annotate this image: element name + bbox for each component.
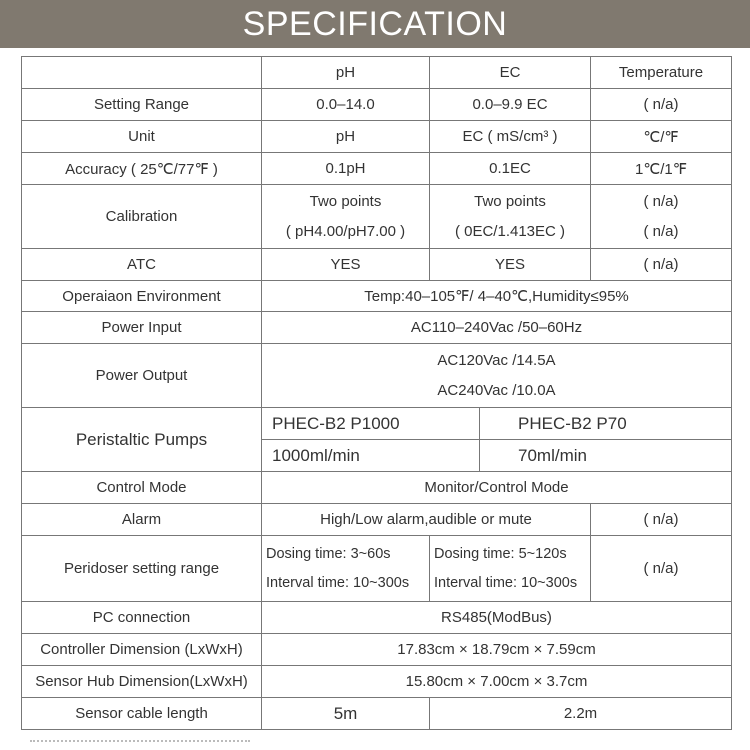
row-control-mode [22, 472, 732, 504]
setting-range-label: Setting Range [22, 89, 262, 121]
row-peridoser [22, 536, 732, 602]
calibration-temp [591, 185, 732, 249]
atc-label: ATC [22, 249, 262, 281]
accuracy-ec: 0.1EC [430, 153, 591, 185]
row-setting-range [22, 89, 732, 121]
header-ph: pH [262, 57, 430, 89]
power-input-value: AC110–240Vac /50–60Hz [262, 312, 732, 344]
peridoser-a-dosing: Dosing time: 3~60s [266, 545, 391, 562]
atc-ec: YES [430, 249, 591, 281]
peristaltic-pumps-label: Peristaltic Pumps [22, 408, 262, 472]
header-empty-cell [22, 57, 262, 89]
alarm-label: Alarm [22, 504, 262, 536]
peridoser-label: Peridoser setting range [22, 536, 262, 602]
row-atc [22, 249, 732, 281]
setting-range-temp: ( n/a) [591, 89, 732, 121]
sensor-hub-dimension-value: 15.80cm × 7.00cm × 3.7cm [262, 666, 732, 698]
calibration-ph-line2: ( pH4.00/pH7.00 ) [285, 222, 406, 240]
peridoser-temp: ( n/a) [591, 536, 732, 602]
atc-ph: YES [262, 249, 430, 281]
specification-table [21, 56, 732, 730]
power-output-line1: AC120Vac /14.5A [437, 351, 556, 369]
power-input-label: Power Input [22, 312, 262, 344]
row-sensor-hub-dimension [22, 666, 732, 698]
calibration-ec-line2: ( 0EC/1.413EC ) [454, 222, 566, 240]
calibration-temp-line1: ( n/a) [643, 192, 679, 210]
pump-flow-1: 1000ml/min [262, 440, 480, 472]
row-sensor-cable-length [22, 698, 732, 730]
row-power-output [22, 344, 732, 408]
header-row [22, 57, 732, 89]
setting-range-ph: 0.0–14.0 [262, 89, 430, 121]
peridoser-a [262, 536, 430, 602]
peridoser-a-interval: Interval time: 10~300s [266, 574, 410, 591]
accuracy-ph: 0.1pH [262, 153, 430, 185]
footer-divider [30, 740, 250, 744]
row-alarm [22, 504, 732, 536]
atc-temp: ( n/a) [591, 249, 732, 281]
power-output-label: Power Output [22, 344, 262, 408]
peridoser-b-dosing: Dosing time: 5~120s [434, 545, 567, 562]
operation-environment-value: Temp:40–105℉/ 4–40℃,Humidity≤95% [262, 281, 732, 312]
calibration-ec [430, 185, 591, 249]
row-calibration [22, 185, 732, 249]
calibration-ph [262, 185, 430, 249]
row-power-input [22, 312, 732, 344]
accuracy-temp: 1℃/1℉ [591, 153, 732, 185]
power-output-line2: AC240Vac /10.0A [437, 381, 556, 399]
header-ec: EC [430, 57, 591, 89]
control-mode-value: Monitor/Control Mode [262, 472, 732, 504]
calibration-label: Calibration [22, 185, 262, 249]
row-accuracy [22, 153, 732, 185]
pc-connection-value: RS485(ModBus) [262, 602, 732, 634]
peridoser-b [430, 536, 591, 602]
unit-temp: ℃/℉ [591, 121, 732, 153]
row-pc-connection [22, 602, 732, 634]
calibration-temp-line2: ( n/a) [643, 222, 679, 240]
specification-banner [0, 0, 750, 48]
power-output-value [262, 344, 732, 408]
pump-model-1: PHEC-B2 P1000 [262, 408, 480, 440]
unit-ec: EC ( mS/cm³ ) [430, 121, 591, 153]
row-peristaltic-pumps [22, 408, 732, 440]
setting-range-ec: 0.0–9.9 EC [430, 89, 591, 121]
calibration-ec-line1: Two points [474, 192, 546, 210]
header-temperature: Temperature [591, 57, 732, 89]
sensor-hub-dimension-label: Sensor Hub Dimension(LxWxH) [22, 666, 262, 698]
sensor-cable-value-1: 5m [262, 698, 430, 730]
pump-flow-2: 70ml/min [480, 440, 732, 472]
banner-title: SPECIFICATION [242, 5, 508, 43]
operation-environment-label: Operaiaon Environment [22, 281, 262, 312]
unit-ph: pH [262, 121, 430, 153]
controller-dimension-label: Controller Dimension (LxWxH) [22, 634, 262, 666]
alarm-temp: ( n/a) [591, 504, 732, 536]
sensor-cable-label: Sensor cable length [22, 698, 262, 730]
row-unit [22, 121, 732, 153]
alarm-value: High/Low alarm,audible or mute [262, 504, 591, 536]
control-mode-label: Control Mode [22, 472, 262, 504]
row-controller-dimension [22, 634, 732, 666]
calibration-ph-line1: Two points [309, 192, 382, 210]
pc-connection-label: PC connection [22, 602, 262, 634]
row-operation-environment [22, 281, 732, 312]
sensor-cable-value-2: 2.2m [430, 698, 732, 730]
peridoser-b-interval: Interval time: 10~300s [434, 574, 578, 591]
unit-label: Unit [22, 121, 262, 153]
pump-model-2: PHEC-B2 P70 [480, 408, 732, 440]
controller-dimension-value: 17.83cm × 18.79cm × 7.59cm [262, 634, 732, 666]
accuracy-label: Accuracy ( 25℃/77℉ ) [22, 153, 262, 185]
